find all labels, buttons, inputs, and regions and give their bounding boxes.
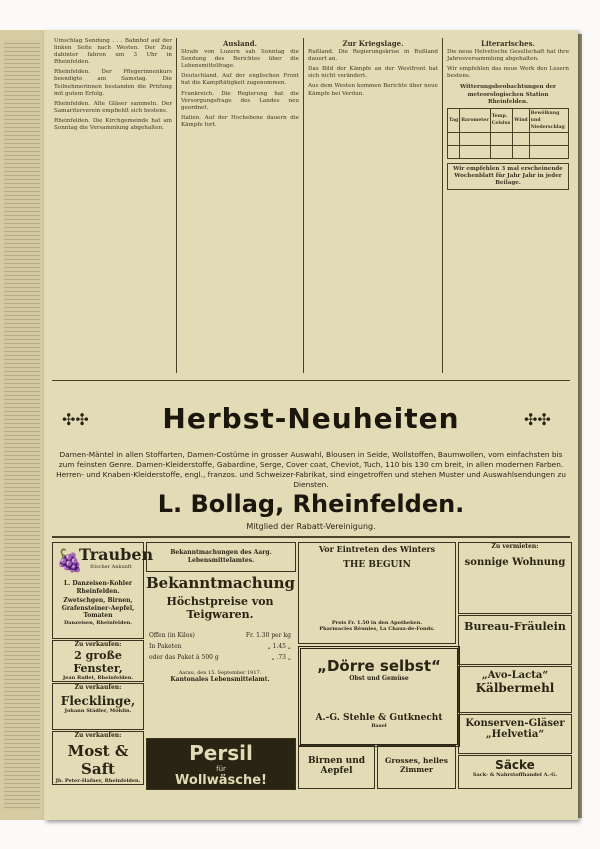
weather-table-title: Witterungsbeobachtungen der meteorologischen Station Rheinfelden. xyxy=(459,84,556,105)
ad-seller: Sack- & Nahrstoffhandel A.-G. xyxy=(472,772,558,778)
ad-address: Basel xyxy=(371,722,387,729)
price-item: oder das Paket à 500 g xyxy=(149,654,219,661)
table-header: Temp. Celsius xyxy=(490,108,512,132)
ad-beguin xyxy=(298,542,456,644)
ad-persil xyxy=(146,738,296,790)
paragraph: Frankreich. Die Regierung hat die Versorgungsfrage des Landes neu geordnet. xyxy=(181,90,299,111)
notice-heading: Bekanntmachung xyxy=(146,574,296,592)
notice-title: Bekanntmachungen des Aarg. Lebensmittelamtes. xyxy=(170,549,272,564)
ad-most xyxy=(52,731,144,785)
ad-zimmer xyxy=(377,745,456,789)
persil-slogan: Wollwäsche! xyxy=(175,773,267,788)
paragraph: Die neue Helvetische Gesellschaft hat ihre Jahresversammlung abgehalten. xyxy=(447,49,569,63)
notice-subheading: Höchstpreise von Teigwaren. xyxy=(166,595,274,621)
table-row xyxy=(148,631,292,640)
ad-fenster xyxy=(52,640,144,682)
ad-heading: Zu verkaufen: xyxy=(74,732,122,739)
table-header: Bewölkung und Niederschlag xyxy=(529,108,568,132)
paragraph: Wir empfehlen das neue Werk den Lesern bestens. xyxy=(447,66,569,80)
ad-bureau xyxy=(458,615,572,665)
table-row xyxy=(148,642,292,651)
notice-header xyxy=(146,542,296,572)
ornament-icon: ✣✣ xyxy=(62,410,89,429)
ad-seller: A.-G. Stehle & Gutknecht xyxy=(315,712,443,723)
ornament-icon: ✣✣ xyxy=(524,410,551,429)
ad-title: „Dörre selbst“ xyxy=(317,657,441,675)
paragraph: Rheinfelden. Der Pflegerinnenkurs beendigte am Samstag. Die Teilnehmerinnen bestanden die Prüfung mit gutem Erfolg. xyxy=(54,69,172,97)
paragraph: Strafe von Luzern sah Sonntag die Sendung des Berichtes über die Lebensmittelfrage. xyxy=(181,49,299,70)
ad-seller: Pharmacies Réunies, La Chaux-de-Fonds. xyxy=(319,626,435,633)
column-divider xyxy=(442,38,443,373)
ad-seller: Jean Ruflet, Rheinfelden. xyxy=(62,674,134,681)
ad-product: „Avo-Lacta“ xyxy=(481,670,549,681)
ad-text: Zwetschgen, Birnen, Grafensteiner-Aepfel, Tomaten xyxy=(61,597,135,620)
newspaper-page xyxy=(44,30,578,820)
column-2 xyxy=(181,38,299,368)
ad-doerre xyxy=(298,646,460,747)
price-item: Offen (in Kilos) xyxy=(149,632,195,639)
price-table xyxy=(146,629,294,664)
paragraph: Rheinfelden. Alte Gläser sammeln. Der Samariterverein empfiehlt sich bestens. xyxy=(54,100,172,114)
persil-logo: Persil xyxy=(189,741,253,765)
price-value: Fr. 1.30 per kg xyxy=(245,632,291,639)
paragraph: Rheinfelden. Die Kirchgemeinde hat am Sonntag die Versammlung abgehalten. xyxy=(54,117,172,132)
ad-seller: L. Danzeisen-Kohler Rheinfelden. xyxy=(63,580,133,595)
ad-seller: Johann Städler, Möhlin. xyxy=(64,707,132,714)
ad-title: Bureau-Fräulein xyxy=(464,620,566,633)
price-value: „ 1.45 „ xyxy=(267,643,291,650)
ad-title: Säcke xyxy=(495,758,535,772)
ad-title: Konserven-Gläser xyxy=(465,718,565,729)
membership-note: Mitglied der Rabatt-Vereinigung. xyxy=(246,522,376,531)
ad-saecke xyxy=(458,755,572,789)
ad-product: THE BEGUIN xyxy=(343,560,411,570)
firm-name: L. Bollag, Rheinfelden. xyxy=(157,490,465,518)
ad-seller: Jb. Peter-Hafner, Rheinfelden. xyxy=(55,777,141,784)
paragraph: Italien. Auf der Hochebene dauern die Kämpfe fort. xyxy=(181,114,299,128)
price-item: In Paketen xyxy=(149,643,182,650)
ad-description: Damen-Mäntel in allen Stoffarten, Damen-Costüme in grosser Auswahl, Blousen in Seide, Wollstoffen, Baumwollen, vom einfachsten bis zum feinsten Genre. Damen-Kleiderstoffe, Gabardine, Serge, Cover coat, Cheviot, Tuch, 110 bis 130 cm breit, in allen modernen Farben. Herren- und Knaben-Kleiderstoffe, engl., franzos. und Schweizer-Fabrikat, sind eingetroffen und stehen Muster und Auswahlsendungen zu Diensten. xyxy=(56,450,566,489)
table-row xyxy=(148,653,292,662)
ad-wohnung xyxy=(458,542,572,614)
ad-title: Vor Eintreten des Winters xyxy=(318,544,436,554)
ad-title: Trauben xyxy=(79,545,154,564)
ad-flecklinge xyxy=(52,683,144,730)
section-heading: Ausland. xyxy=(222,39,258,48)
ad-heading: Zu verkaufen: xyxy=(74,641,122,648)
ad-title: Flecklinge, xyxy=(60,693,136,708)
notice-box: Wir empfehlen 3 mal erscheinende Wochenblatt für Jahr Jahr in jeder Beilage. xyxy=(447,163,569,190)
ad-subtitle: frischer Ankunft xyxy=(90,564,132,570)
section-rule xyxy=(52,536,570,538)
ad-konserven xyxy=(458,714,572,754)
column-3 xyxy=(308,38,438,368)
section-rule xyxy=(52,380,570,381)
paragraph: Deutschland. Auf der englischen Front hat die Kampftätigkeit zugenommen. xyxy=(181,73,299,87)
ad-seller: Danzeisen, Rheinfelden. xyxy=(63,619,133,626)
notice-issuer: Kantonales Lebensmittelamt. xyxy=(170,676,270,684)
ad-title: Birnen und Aepfel xyxy=(307,756,366,776)
price-value: „ .73 „ xyxy=(271,654,291,661)
paragraph: Rußland. Die Regierungskrise in Rußland dauert an. xyxy=(308,49,438,63)
paragraph: Aus dem Westen kommen Berichte über neue Kämpfe bei Verdun. xyxy=(308,83,438,97)
weather-table xyxy=(447,108,569,159)
column-1 xyxy=(54,38,172,368)
ad-title: Most & Saft xyxy=(67,741,129,778)
notice-bekanntmachung xyxy=(146,574,294,684)
column-divider xyxy=(176,38,177,373)
section-heading: Zur Kriegslage. xyxy=(342,39,404,48)
ad-heading: Zu verkaufen: xyxy=(74,684,122,691)
ad-trauben xyxy=(52,542,154,639)
ad-heading: Zu vermieten: xyxy=(491,543,539,550)
table-header: Tag xyxy=(448,108,460,132)
paragraph: Das Bild der Kämpfe an der Westfront hat sich nicht verändert. xyxy=(308,66,438,80)
page-edge xyxy=(578,34,582,818)
ad-avo-lacta xyxy=(458,666,572,713)
column-4 xyxy=(447,38,569,368)
ad-birnen xyxy=(298,745,375,789)
table-header: Wind xyxy=(513,108,529,132)
column-divider xyxy=(303,38,304,373)
ad-title: Kälbermehl xyxy=(475,681,555,695)
ad-subtitle: Obst und Gemüse xyxy=(349,675,409,682)
ad-price: Preis Fr. 1.50 in den Apotheken. xyxy=(331,620,423,626)
persil-for: für xyxy=(216,765,226,773)
ad-title: Grosses, helles Zimmer xyxy=(385,756,448,774)
section-heading: Literarisches. xyxy=(481,39,535,48)
paragraph: Umschlag Sendung . . . Bahnhof auf der linken Seite nach Westen. Der Zug dahinter fahren um 3 Uhr in Rheinfelden. xyxy=(54,38,172,66)
ad-title: 2 große Fenster, xyxy=(73,648,123,675)
book-binding xyxy=(0,30,46,820)
table-header: Barometer xyxy=(460,108,491,132)
ad-headline: Herbst-Neuheiten xyxy=(162,402,460,435)
ad-title: sonnige Wohnung xyxy=(464,556,566,568)
notice-date: Aarau, den 15. September 1917. xyxy=(178,670,262,676)
grapes-icon: 🍇 xyxy=(56,549,84,574)
ad-product: „Helvetia“ xyxy=(485,729,545,740)
